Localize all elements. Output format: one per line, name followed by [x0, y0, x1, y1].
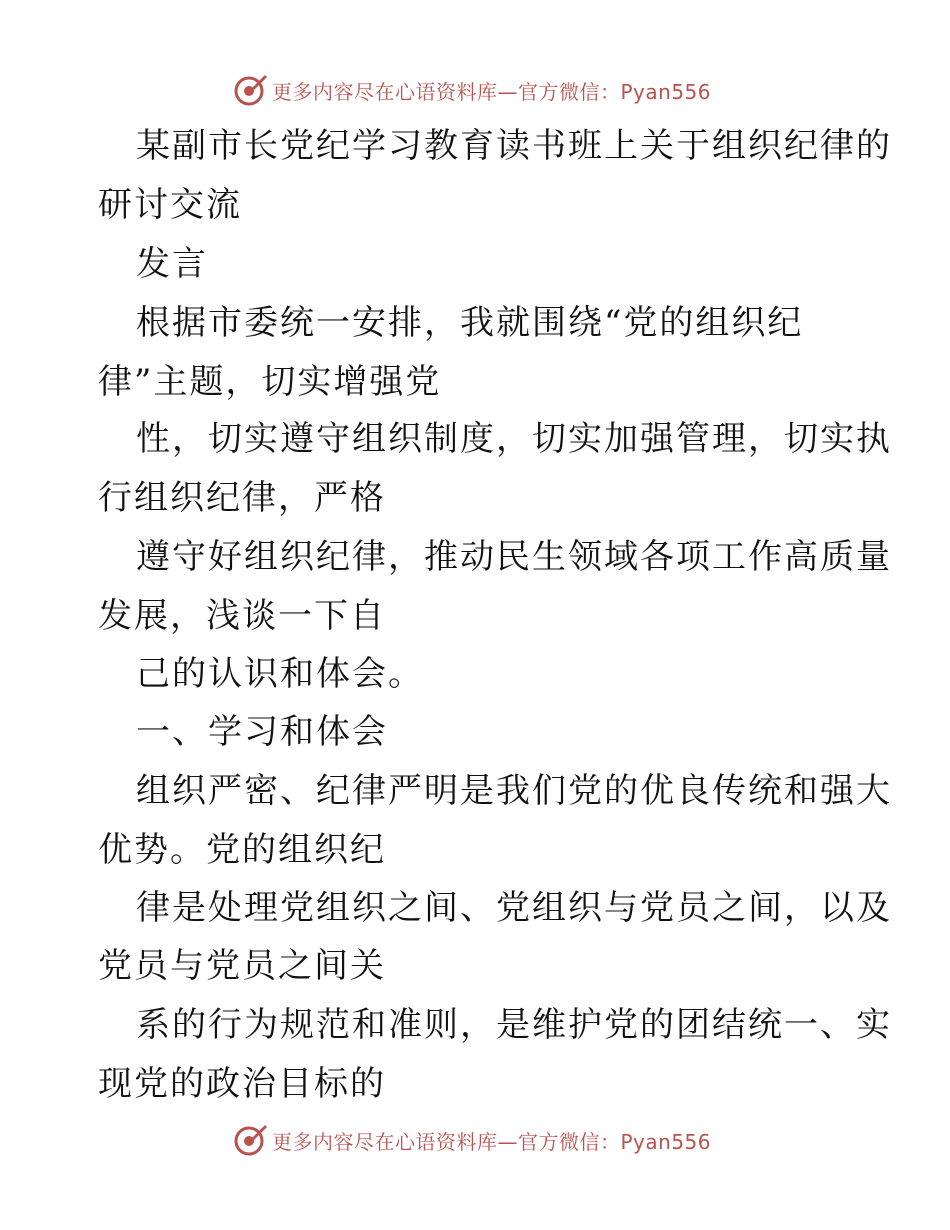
title-line: 某副市长党纪学习教育读书班上关于组织纪律的 — [136, 126, 892, 166]
watermark-text: 更多内容尽在心语资料库—官方微信：Pyan556 — [272, 79, 712, 104]
body-line: 根据市委统一安排，我就围绕“党的组织纪 — [136, 303, 804, 343]
section-heading: 一、学习和体会 — [136, 712, 388, 752]
body-line: 现党的政治目标的 — [98, 1064, 386, 1104]
body-line: 发展，浅谈一下自 — [98, 596, 386, 636]
footer-watermark — [232, 1120, 711, 1160]
body-line: 系的行为规范和准则，是维护党的团结统一、实 — [136, 1005, 892, 1045]
title-line: 发言 — [136, 244, 208, 284]
body-line: 优势。党的组织纪 — [98, 830, 386, 870]
title-line: 研讨交流 — [98, 185, 242, 225]
body-line: 性，切实遵守组织制度，切实加强管理，切实执 — [136, 419, 892, 459]
seal-pen-logo-icon — [232, 72, 268, 108]
seal-pen-logo-icon — [232, 1122, 268, 1158]
watermark-text: 更多内容尽在心语资料库—官方微信：Pyan556 — [272, 1129, 712, 1154]
body-line: 组织严密、纪律严明是我们党的优良传统和强大 — [136, 771, 892, 811]
body-line: 遵守好组织纪律，推动民生领域各项工作高质量 — [136, 537, 892, 577]
body-line: 党员与党员之间关 — [98, 946, 386, 986]
body-line: 己的认识和体会。 — [136, 654, 424, 694]
body-line: 律是处理党组织之间、党组织与党员之间，以及 — [136, 888, 892, 928]
header-watermark — [232, 70, 711, 110]
body-line: 行组织纪律，严格 — [98, 478, 386, 518]
body-line: 律”主题，切实增强党 — [98, 362, 442, 402]
